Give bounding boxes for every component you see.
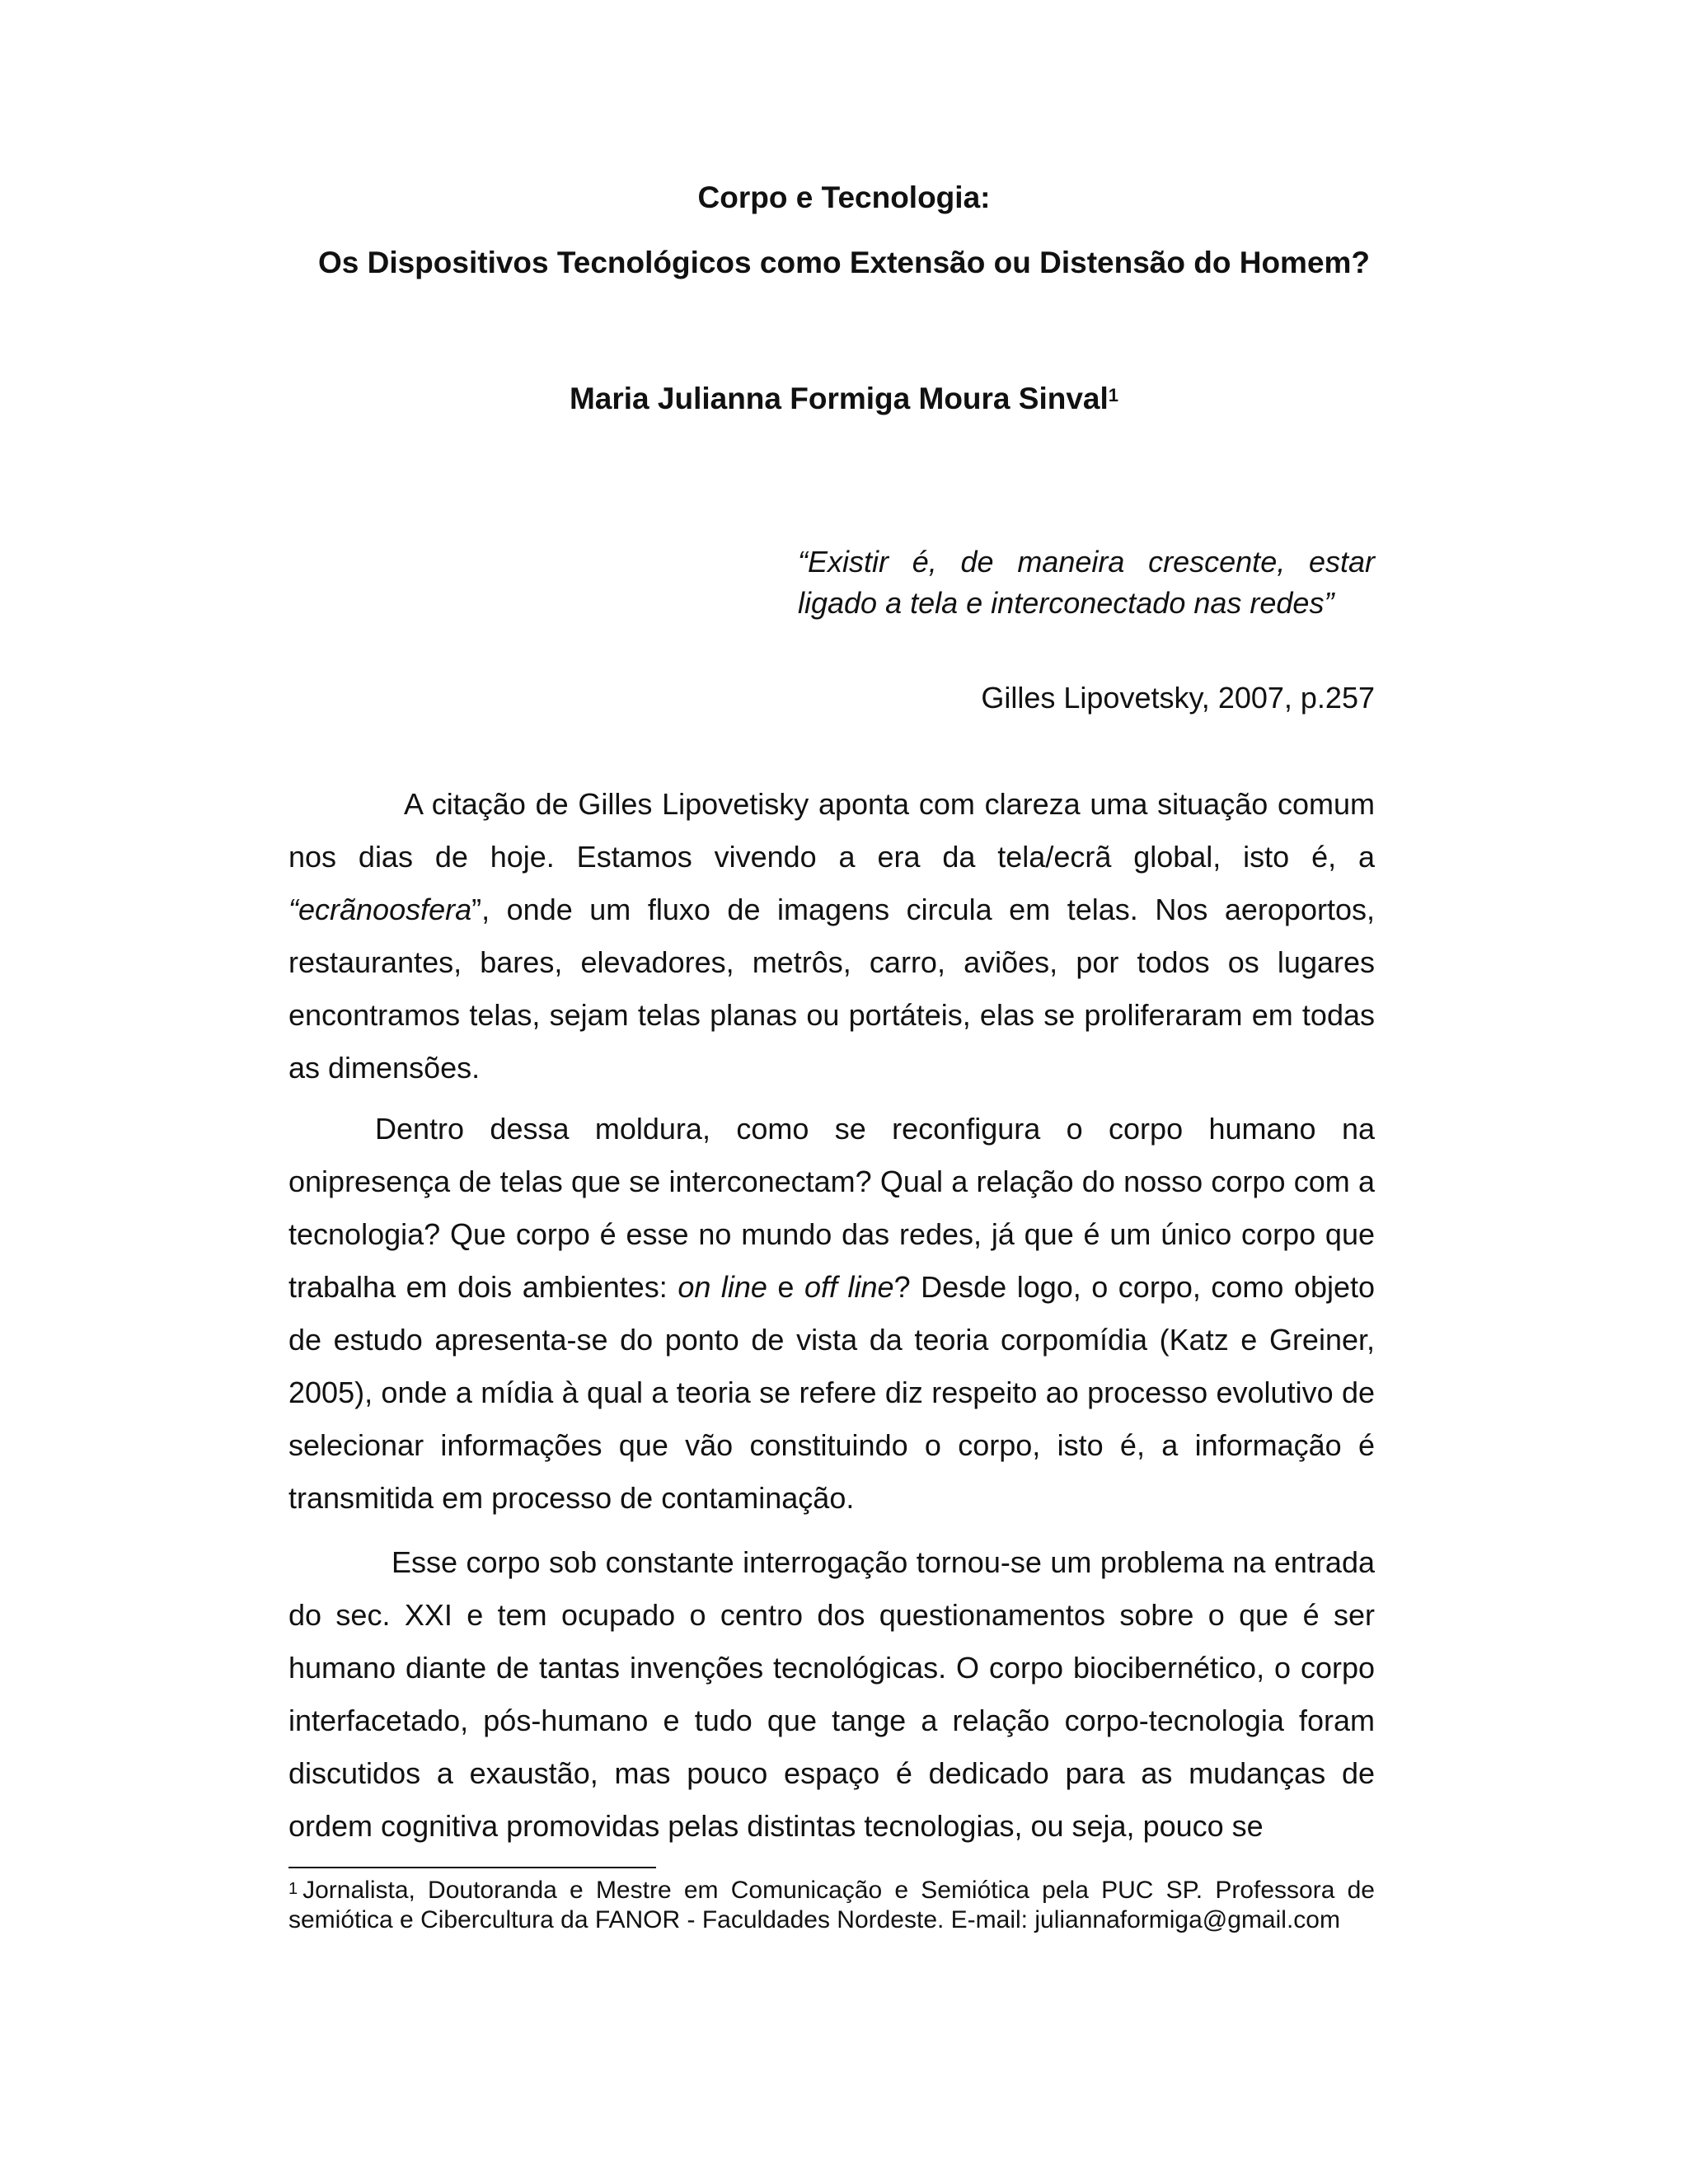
term-on-line: on line [678,1270,767,1304]
author-name-text: Maria Julianna Formiga Moura Sinval [569,382,1109,415]
body-paragraph-3: Esse corpo sob constante interrogação tornou-se um problema na entrada do sec. XXI e tem ocupado o centro dos questionamentos sobre o que é ser humano diante de tantas invenções tecnológicas. O corpo biocibernético, o corpo interfacetado, pós-humano e tudo que tange a relação corpo-tecnologia foram discutidos a exaustão, mas pouco espaço é dedicado para as mudanças de ordem cognitiva promovidas pelas distintas tecnologias, ou seja, pouco se [288,1545,1375,1843]
term-off-line: off line [804,1270,894,1304]
paragraph-1-text-b: ”, onde um fluxo de imagens circula em telas. Nos aeroportos, restaurantes, bares, elevadores, metrôs, carro, aviões, por todos os lugares encontramos telas, sejam telas planas ou portáteis, elas se proliferaram em todas as dimensões. [288,893,1375,1085]
footnote [288,1876,1375,1935]
paragraph-1-text-a: A citação de Gilles Lipovetisky aponta com clareza uma situação comum nos dias de hoje. Estamos vivendo a era da tela/ecrã global, isto é, a [288,787,1375,874]
footnote-marker: 1 [288,1880,298,1898]
paragraph-2-text-b: ? Desde logo, o corpo, como objeto de estudo apresenta-se do ponto de vista da teoria corpomídia (Katz e Greiner, 2005), onde a mídia à qual a teoria se refere diz respeito ao processo evolutivo de selecionar informações que vão constituindo o corpo, isto é, a informação é transmitida em processo de contaminação. [288,1270,1376,1515]
footnote-text: Jornalista, Doutoranda e Mestre em Comunicação e Semiótica pela PUC SP. Professora de semiótica e Cibercultura da FANOR - Faculdades Nordeste. E-mail: juliannaformiga@gmail.com [288,1877,1375,1933]
paragraph-2-text-a: Dentro dessa moldura, como se reconfigura o corpo humano na onipresença de telas que se interconectam? Qual a relação do nosso corpo com a tecnologia? Que corpo é esse no mundo das redes, já que é um único corpo que trabalha em dois ambientes: [288,1112,1375,1304]
author-footnote-marker: 1 [1108,385,1119,405]
paper-subtitle: Os Dispositivos Tecnológicos como Extensão ou Distensão do Homem? [317,246,1371,279]
epigraph-line-1: “Existir é, de maneira crescente, estar [798,545,1375,579]
paragraph-2-conjunction: e [767,1270,804,1304]
body-paragraph-2 [288,1103,1375,1525]
term-ecranoosfera: “ecrãnoosfera [288,893,472,926]
footnote-separator [288,1867,656,1868]
paper-title: Corpo e Tecnologia: [697,180,991,214]
epigraph-line-2: ligado a tela e interconectado nas redes” [798,586,1334,620]
body-paragraph-1 [288,778,1375,1094]
epigraph-source: Gilles Lipovetsky, 2007, p.257 [981,681,1375,715]
author-name [0,381,1688,417]
